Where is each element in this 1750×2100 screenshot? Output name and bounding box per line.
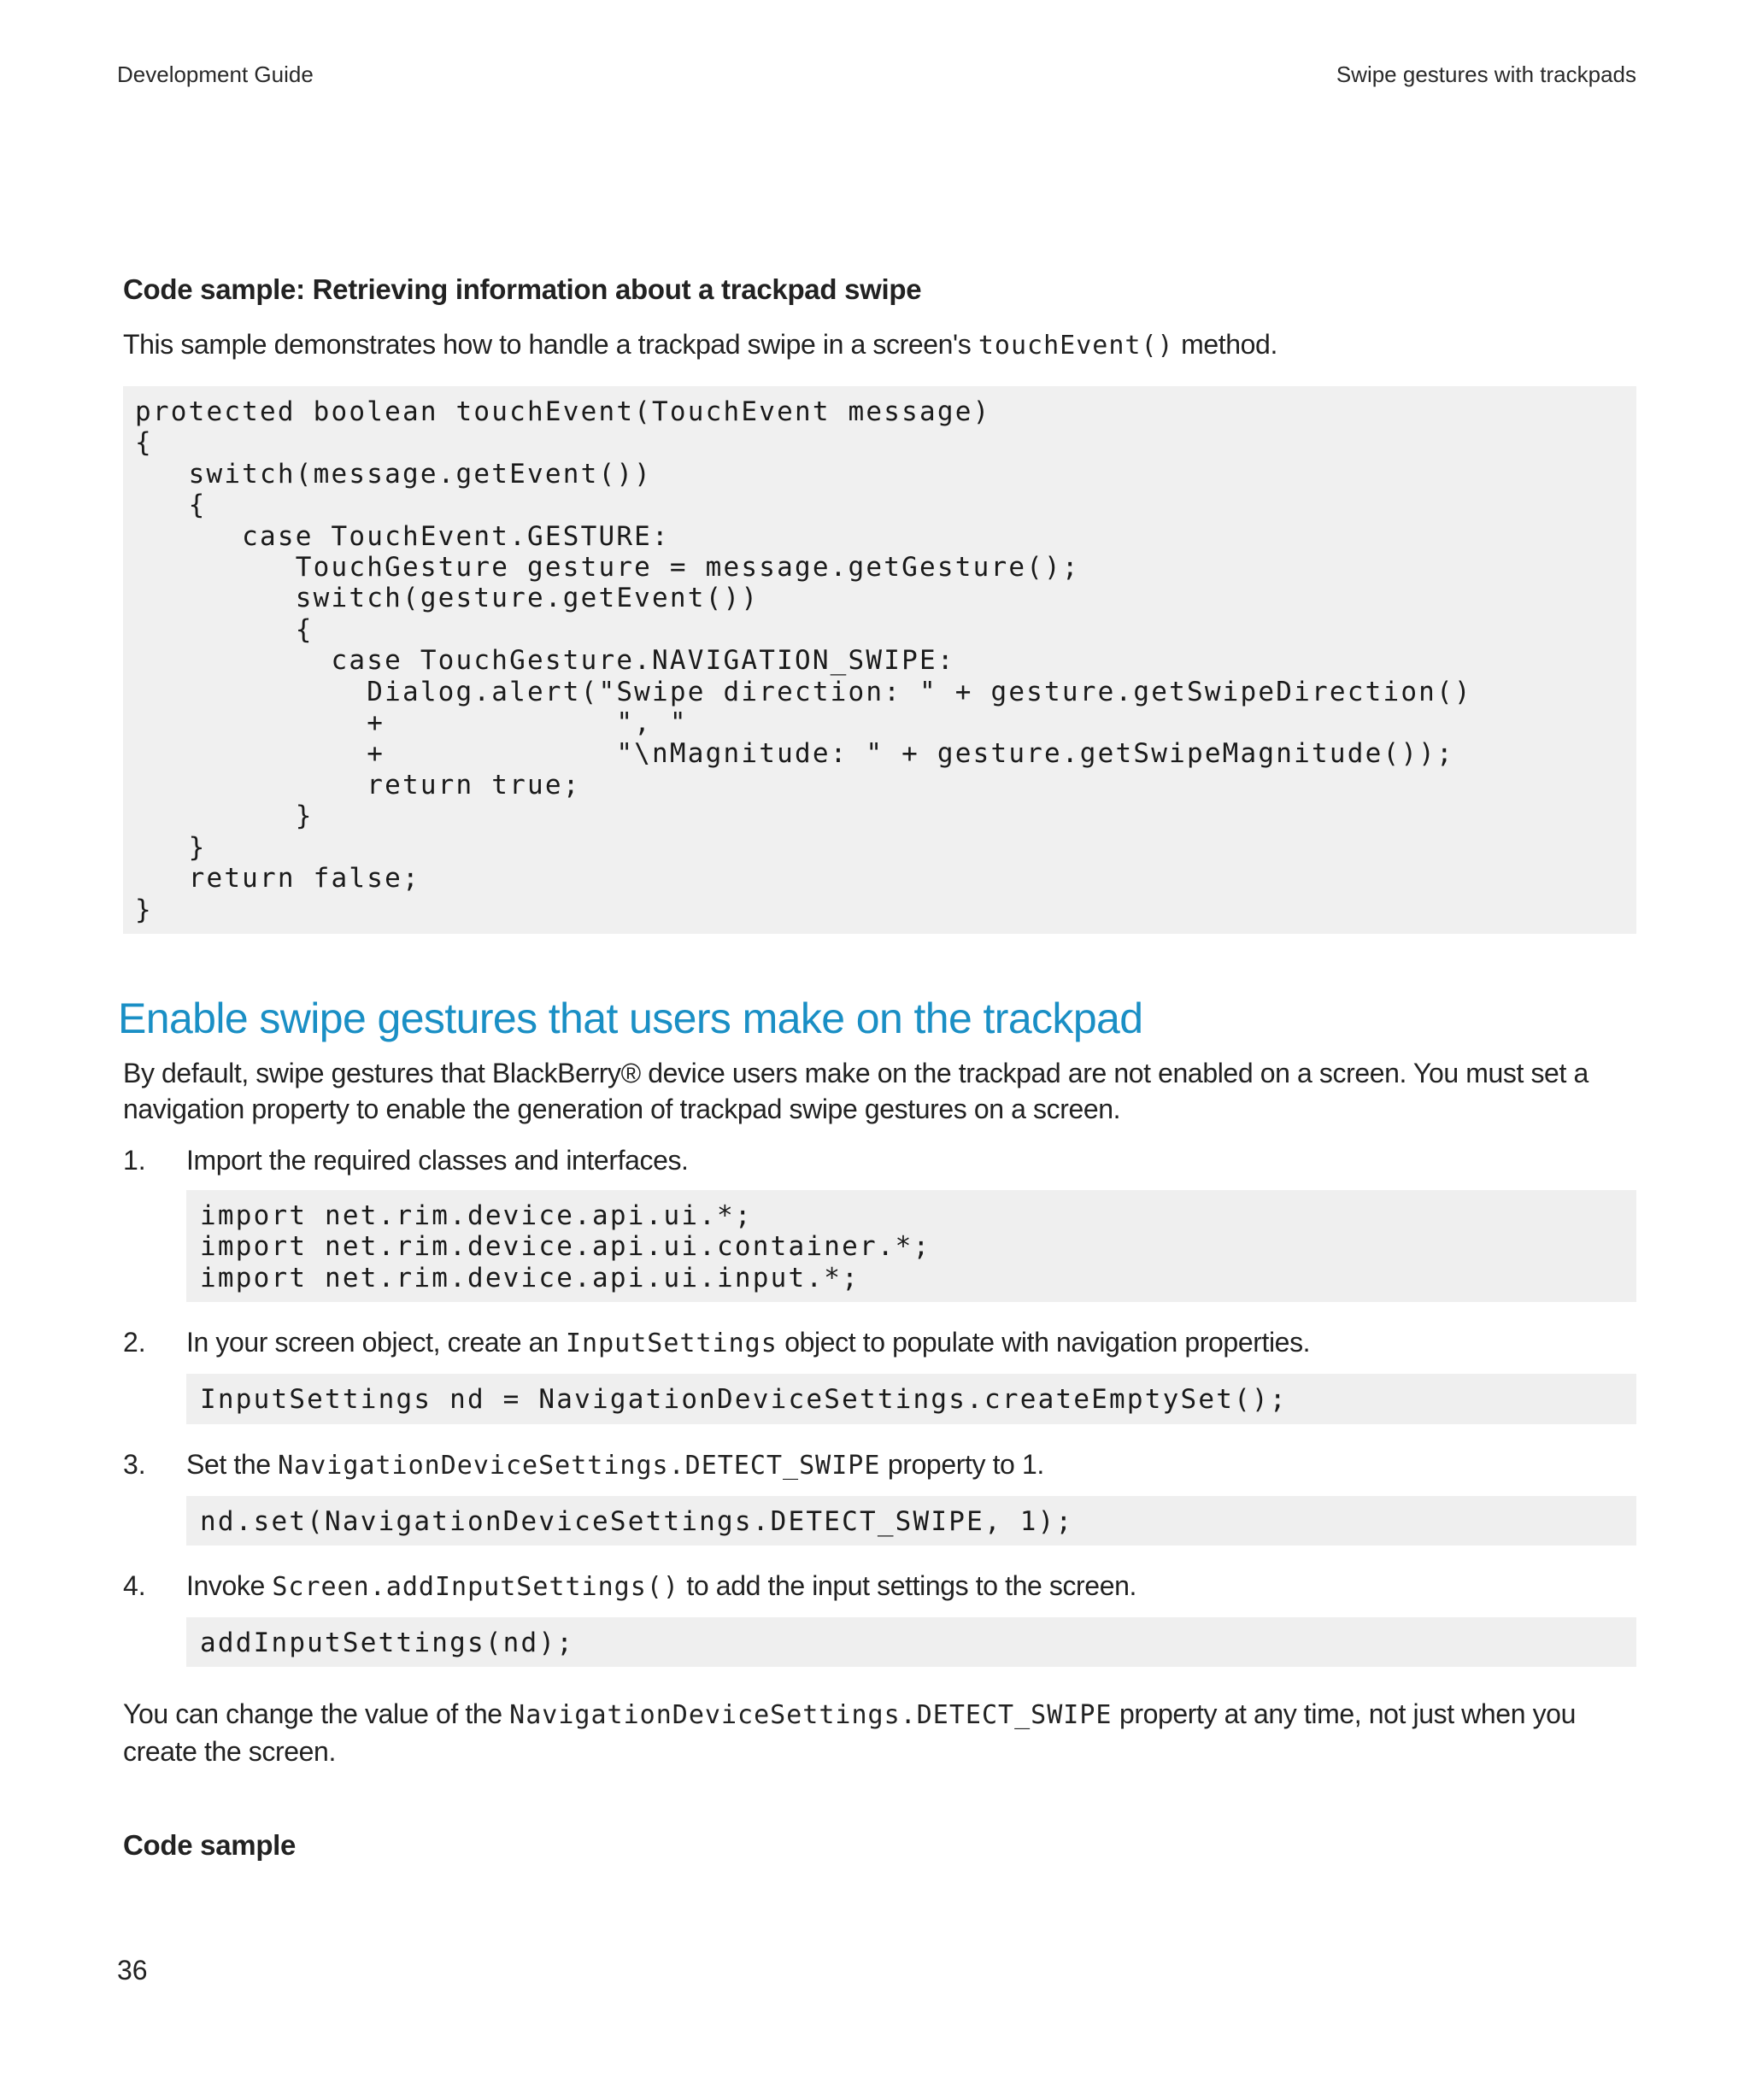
step-text-suffix: object to populate with navigation properties. [777,1327,1311,1358]
step-code-block: import net.rim.device.api.ui.*; import net.rim.device.api.ui.container.*; import net.rim.device.api.ui.input.*; [186,1190,1636,1302]
touch-event-code-block: protected boolean touchEvent(TouchEvent message) { switch(message.getEvent()) { case TouchEvent.GESTURE: TouchGesture gesture = message.getGesture(); switch(gesture.getEvent()) { case TouchGesture.NAVIGATION_SWIPE: Dialog.alert("Swipe direction: " + gesture.getSwipeDirection() + ", " + "\nMagnitude: " + gesture.getSwipeMagnitude()); return true; } } return false; } [123,386,1636,934]
step-code-block: nd.set(NavigationDeviceSettings.DETECT_SWIPE, 1); [186,1496,1636,1546]
step-number: 4. [123,1569,146,1601]
footer-note-prefix: You can change the value of the [123,1698,510,1730]
step-inline-code: Screen.addInputSettings() [272,1571,679,1602]
code-sample-heading-2: Code sample [123,1829,297,1862]
step-item [123,1568,1636,1667]
step-number: 2. [123,1327,146,1358]
step-code-block: InputSettings nd = NavigationDeviceSettings.createEmptySet(); [186,1374,1636,1423]
step-text [186,1446,1636,1484]
section-title: Enable swipe gestures that users make on the trackpad [118,994,1143,1042]
footer-note [123,1696,1636,1769]
step-number: 1. [123,1144,146,1176]
intro-text-prefix: This sample demonstrates how to handle a trackpad swipe in a screen's [123,329,978,360]
step-text-prefix: In your screen object, create an [186,1327,566,1358]
footer-inline-code: NavigationDeviceSettings.DETECT_SWIPE [509,1700,1113,1731]
running-header-right: Swipe gestures with trackpads [1336,62,1636,87]
step-text [186,1324,1636,1362]
step-text-prefix: Invoke [186,1569,273,1601]
step-item [123,1142,1636,1302]
step-number: 3. [123,1448,146,1480]
running-header-left: Development Guide [117,62,314,87]
step-inline-code: InputSettings [565,1329,778,1359]
step-text-prefix: Set the [186,1448,279,1480]
step-inline-code: NavigationDeviceSettings.DETECT_SWIPE [278,1450,881,1481]
page-content [118,273,1636,1882]
step-text [186,1568,1636,1605]
intro-text-suffix: method. [1173,329,1277,360]
step-code-block: addInputSettings(nd); [186,1617,1636,1667]
code-sample-intro [123,326,1636,364]
step-item [123,1446,1636,1546]
code-sample-heading: Code sample: Retrieving information about a trackpad swipe [123,273,922,305]
page-number: 36 [117,1955,148,1986]
step-text-suffix: property to 1. [880,1448,1044,1480]
footer-note-suffix: property at any time, not just when you create the screen. [123,1698,1576,1768]
step-text-suffix: to add the input settings to the screen. [678,1569,1136,1601]
steps-list [123,1142,1636,1667]
step-text: Import the required classes and interfaces. [186,1144,689,1176]
intro-inline-code: touchEvent() [978,331,1174,361]
section-description: By default, swipe gestures that BlackBerry® device users make on the trackpad are not enabled on a screen. You must set a navigation property to enable the generation of trackpad swipe gestures on a screen. [123,1057,1589,1124]
step-item [123,1324,1636,1423]
